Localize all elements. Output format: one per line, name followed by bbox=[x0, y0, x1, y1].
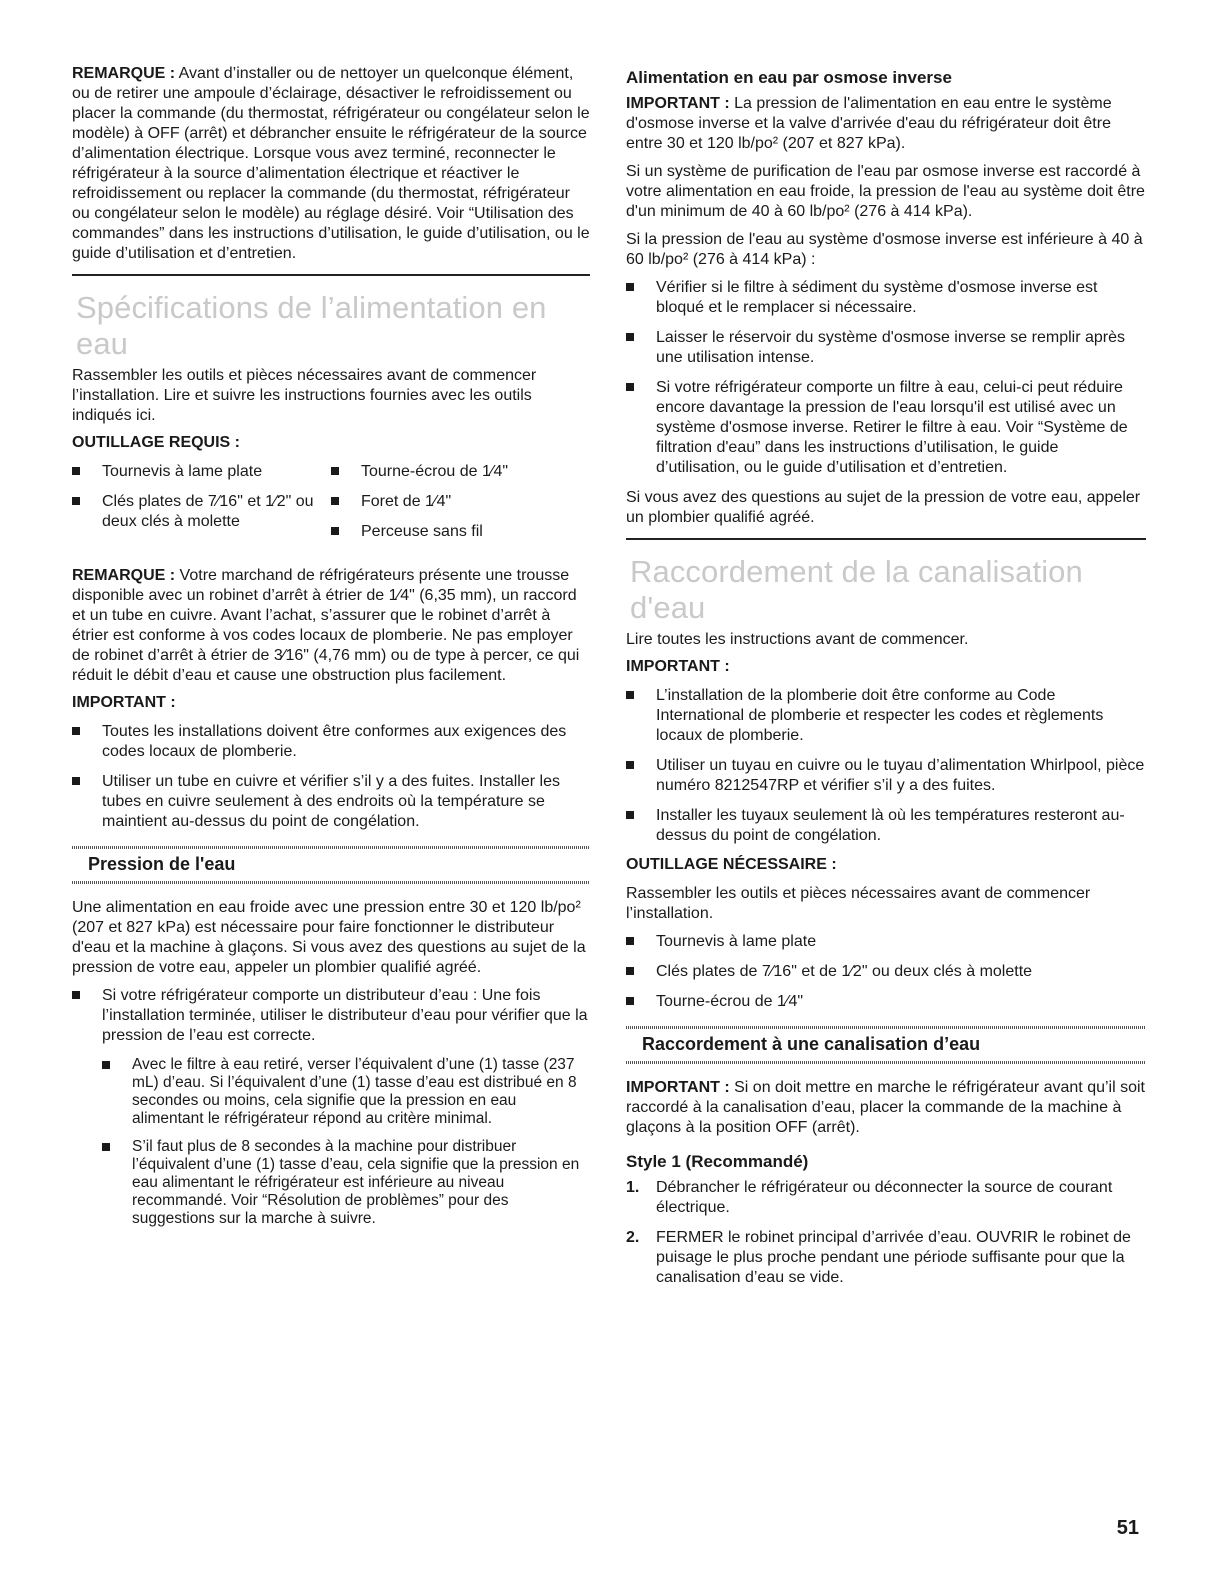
list-item: Tourne-écrou de 1⁄4" bbox=[626, 992, 1146, 1012]
step-item: 2. FERMER le robinet principal d’arrivée d’eau. OUVRIR le robinet de puisage le plus proche pendant une période suffisante pour que la canalisation d’eau se vide. bbox=[626, 1229, 1131, 1286]
tools-label: OUTILLAGE NÉCESSAIRE : bbox=[626, 856, 837, 873]
list-item: Utiliser un tube en cuivre et vérifier s’il y a des fuites. Installer les tubes en cuivre seulement à des endroits où la température se maintient au-dessus du point de congélation. bbox=[72, 772, 590, 832]
subsection-header-pression bbox=[72, 846, 590, 884]
ro-paragraph: Si la pression de l'eau au système d'osmose inverse est inférieure à 40 à 60 lb/po² (276 à 414 kPa) : bbox=[626, 231, 1143, 268]
list-item: Toutes les installations doivent être conformes aux exigences des codes locaux de plomberie. bbox=[72, 722, 590, 762]
list-item: Foret de 1⁄4" bbox=[331, 492, 590, 512]
pressure-sublist bbox=[102, 1056, 590, 1228]
section-divider bbox=[626, 538, 1146, 540]
ro-paragraph: Si un système de purification de l'eau par osmose inverse est raccordé à votre alimentation en eau froide, la pression de l'eau au système doit être d'un minimum de 40 à 60 lb/po² (276 à 414 kPa). bbox=[626, 163, 1145, 220]
stripe-divider bbox=[72, 881, 590, 884]
important-label: IMPORTANT : bbox=[72, 694, 176, 711]
list-item: Avec le filtre à eau retiré, verser l’équivalent d’une (1) tasse (237 mL) d’eau. Si l’équivalent d’une (1) tasse d’eau est distribué en 8 secondes ou moins, cela signifie que la pression en eau alimentant le réfrigérateur répond au critère minimal. bbox=[102, 1056, 590, 1128]
note-remarque-1: REMARQUE : Avant d’installer ou de nettoyer un quelconque élément, ou de retirer une ampoule d’éclairage, désactiver le refroidissement ou placer la commande (du thermostat, réfrigérateur ou congélateur selon le modèle) à OFF (arrêt) et débrancher ensuite le réfrigérateur de la source d’alimentation électrique. Lorsque vous avez terminé, reconnecter le réfrigérateur à la source d’alimentation électrique et réactiver le refroidissement ou replacer la commande (du thermostat, réfrigérateur ou congélateur selon le modèle) au réglage désiré. Voir “Utilisation des commandes” dans les instructions d’utilisation, le guide d’utilisation, ou le guide d’utilisation et d’entretien. bbox=[72, 65, 590, 262]
stripe-divider bbox=[626, 1061, 1146, 1064]
tools-column-1 bbox=[72, 462, 331, 552]
tools-list bbox=[72, 462, 590, 560]
conn-important-list bbox=[626, 686, 1146, 846]
list-item: Installer les tuyaux seulement là où les températures resteront au-dessus du point de congélation. bbox=[626, 806, 1146, 846]
subsection-header-raccordement bbox=[626, 1026, 1146, 1064]
tools-label: OUTILLAGE REQUIS : bbox=[72, 434, 240, 451]
stripe-divider bbox=[626, 1026, 1146, 1029]
style1-heading: Style 1 (Recommandé) bbox=[626, 1152, 809, 1171]
list-item: Clés plates de 7⁄16" et de 1⁄2" ou deux clés à molette bbox=[626, 962, 1146, 982]
ro-list bbox=[626, 278, 1146, 478]
left-column bbox=[72, 64, 590, 1238]
important-list bbox=[72, 722, 590, 832]
conn-intro: Lire toutes les instructions avant de commencer. bbox=[626, 631, 969, 648]
note-remarque-2: REMARQUE : Votre marchand de réfrigérateurs présente une trousse disponible avec un robinet d’arrêt à étrier de 1⁄4" (6,35 mm), un raccord et un tube en cuivre. Avant l’achat, s’assurer que le robinet d’arrêt à étrier est conforme à vos codes locaux de plomberie. Ne pas employer de robinet d’arrêt à étrier de 3⁄16" (4,76 mm) ou de type à percer, ce qui réduit le débit d’eau et cause une obstruction plus facilement. bbox=[72, 567, 580, 684]
list-item: Tournevis à lame plate bbox=[626, 932, 1146, 952]
list-item: Vérifier si le filtre à sédiment du système d'osmose inverse est bloqué et le remplacer si nécessaire. bbox=[626, 278, 1146, 318]
list-item: Si votre réfrigérateur comporte un distributeur d’eau : Une fois l’installation terminée, utiliser le distributeur d’eau pour vérifier que la pression de l’eau est correcte. bbox=[72, 986, 590, 1046]
list-item: Si votre réfrigérateur comporte un filtre à eau, celui-ci peut réduire encore davantage la pression de l'eau lorsqu'il est utilisé avec un système d'osmose inverse. Retirer le filtre à eau. Voir “Système de filtration d'eau” dans les instructions d’utilisation, le guide d’utilisation, ou le guide d’utilisation et d’entretien. bbox=[626, 378, 1146, 478]
list-item: Tournevis à lame plate bbox=[72, 462, 331, 482]
list-item: Laisser le réservoir du système d'osmose inverse se remplir après une utilisation intense. bbox=[626, 328, 1146, 368]
list-item: Tourne-écrou de 1⁄4" bbox=[331, 462, 590, 482]
tools-list bbox=[626, 932, 1146, 1012]
ro-paragraph: Si vous avez des questions au sujet de la pression de votre eau, appeler un plombier qualifié agréé. bbox=[626, 489, 1141, 526]
section-heading-raccordement: Raccordement de la canalisation d'eau bbox=[630, 554, 1083, 625]
conn2-important: IMPORTANT : Si on doit mettre en marche le réfrigérateur avant qu’il soit raccordé à la canalisation d’eau, placer la commande de la machine à glaçons à la position OFF (arrêt). bbox=[626, 1079, 1145, 1136]
list-item: Clés plates de 7⁄16" et 1⁄2" ou deux clés à molette bbox=[72, 492, 331, 532]
stripe-divider bbox=[72, 846, 590, 849]
tools-intro: Rassembler les outils et pièces nécessaires avant de commencer l’installation. bbox=[626, 885, 1091, 922]
list-item: Perceuse sans fil bbox=[331, 522, 590, 542]
subsection-title: Raccordement à une canalisation d’eau bbox=[642, 1034, 981, 1054]
important-label: IMPORTANT : bbox=[626, 658, 730, 675]
section-heading-specifications: Spécifications de l’alimentation en eau bbox=[76, 290, 547, 361]
list-item: L’installation de la plomberie doit être conforme au Code International de plomberie et respecter les codes et règlements locaux de plomberie. bbox=[626, 686, 1146, 746]
style1-steps bbox=[626, 1178, 1146, 1288]
spec-intro: Rassembler les outils et pièces nécessaires avant de commencer l’installation. Lire et suivre les instructions fournies avec les outils indiqués ici. bbox=[72, 367, 537, 424]
list-item: S’il faut plus de 8 secondes à la machine pour distribuer l’équivalent d’une (1) tasse d’eau, cela signifie que la pression en eau alimentant le réfrigérateur est inférieure au niveau recommandé. Voir “Résolution de problèmes” pour des suggestions sur la marche à suivre. bbox=[102, 1138, 590, 1228]
pressure-list bbox=[72, 986, 590, 1046]
list-item: Utiliser un tuyau en cuivre ou le tuyau d’alimentation Whirlpool, pièce numéro 8212547RP et vérifier s’il y a des fuites. bbox=[626, 756, 1146, 796]
step-item: 1. Débrancher le réfrigérateur ou déconnecter la source de courant électrique. bbox=[626, 1179, 1113, 1216]
ro-important: IMPORTANT : La pression de l'alimentation en eau entre le système d'osmose inverse et la valve d'arrivée d'eau du réfrigérateur doit être entre 30 et 120 lb/po² (207 et 827 kPa). bbox=[626, 95, 1112, 152]
section-divider bbox=[72, 274, 590, 276]
ro-heading: Alimentation en eau par osmose inverse bbox=[626, 68, 952, 87]
pressure-text: Une alimentation en eau froide avec une pression entre 30 et 120 lb/po² (207 et 827 kPa) est nécessaire pour faire fonctionner le distributeur d'eau et la machine à glaçons. Si vous avez des questions au sujet de la pression de votre eau, appeler un plombier qualifié agréé. bbox=[72, 899, 586, 976]
right-column bbox=[626, 64, 1146, 1298]
page-number: 51 bbox=[1116, 1517, 1139, 1539]
tools-column-2 bbox=[331, 462, 590, 552]
subsection-title: Pression de l'eau bbox=[88, 854, 236, 874]
